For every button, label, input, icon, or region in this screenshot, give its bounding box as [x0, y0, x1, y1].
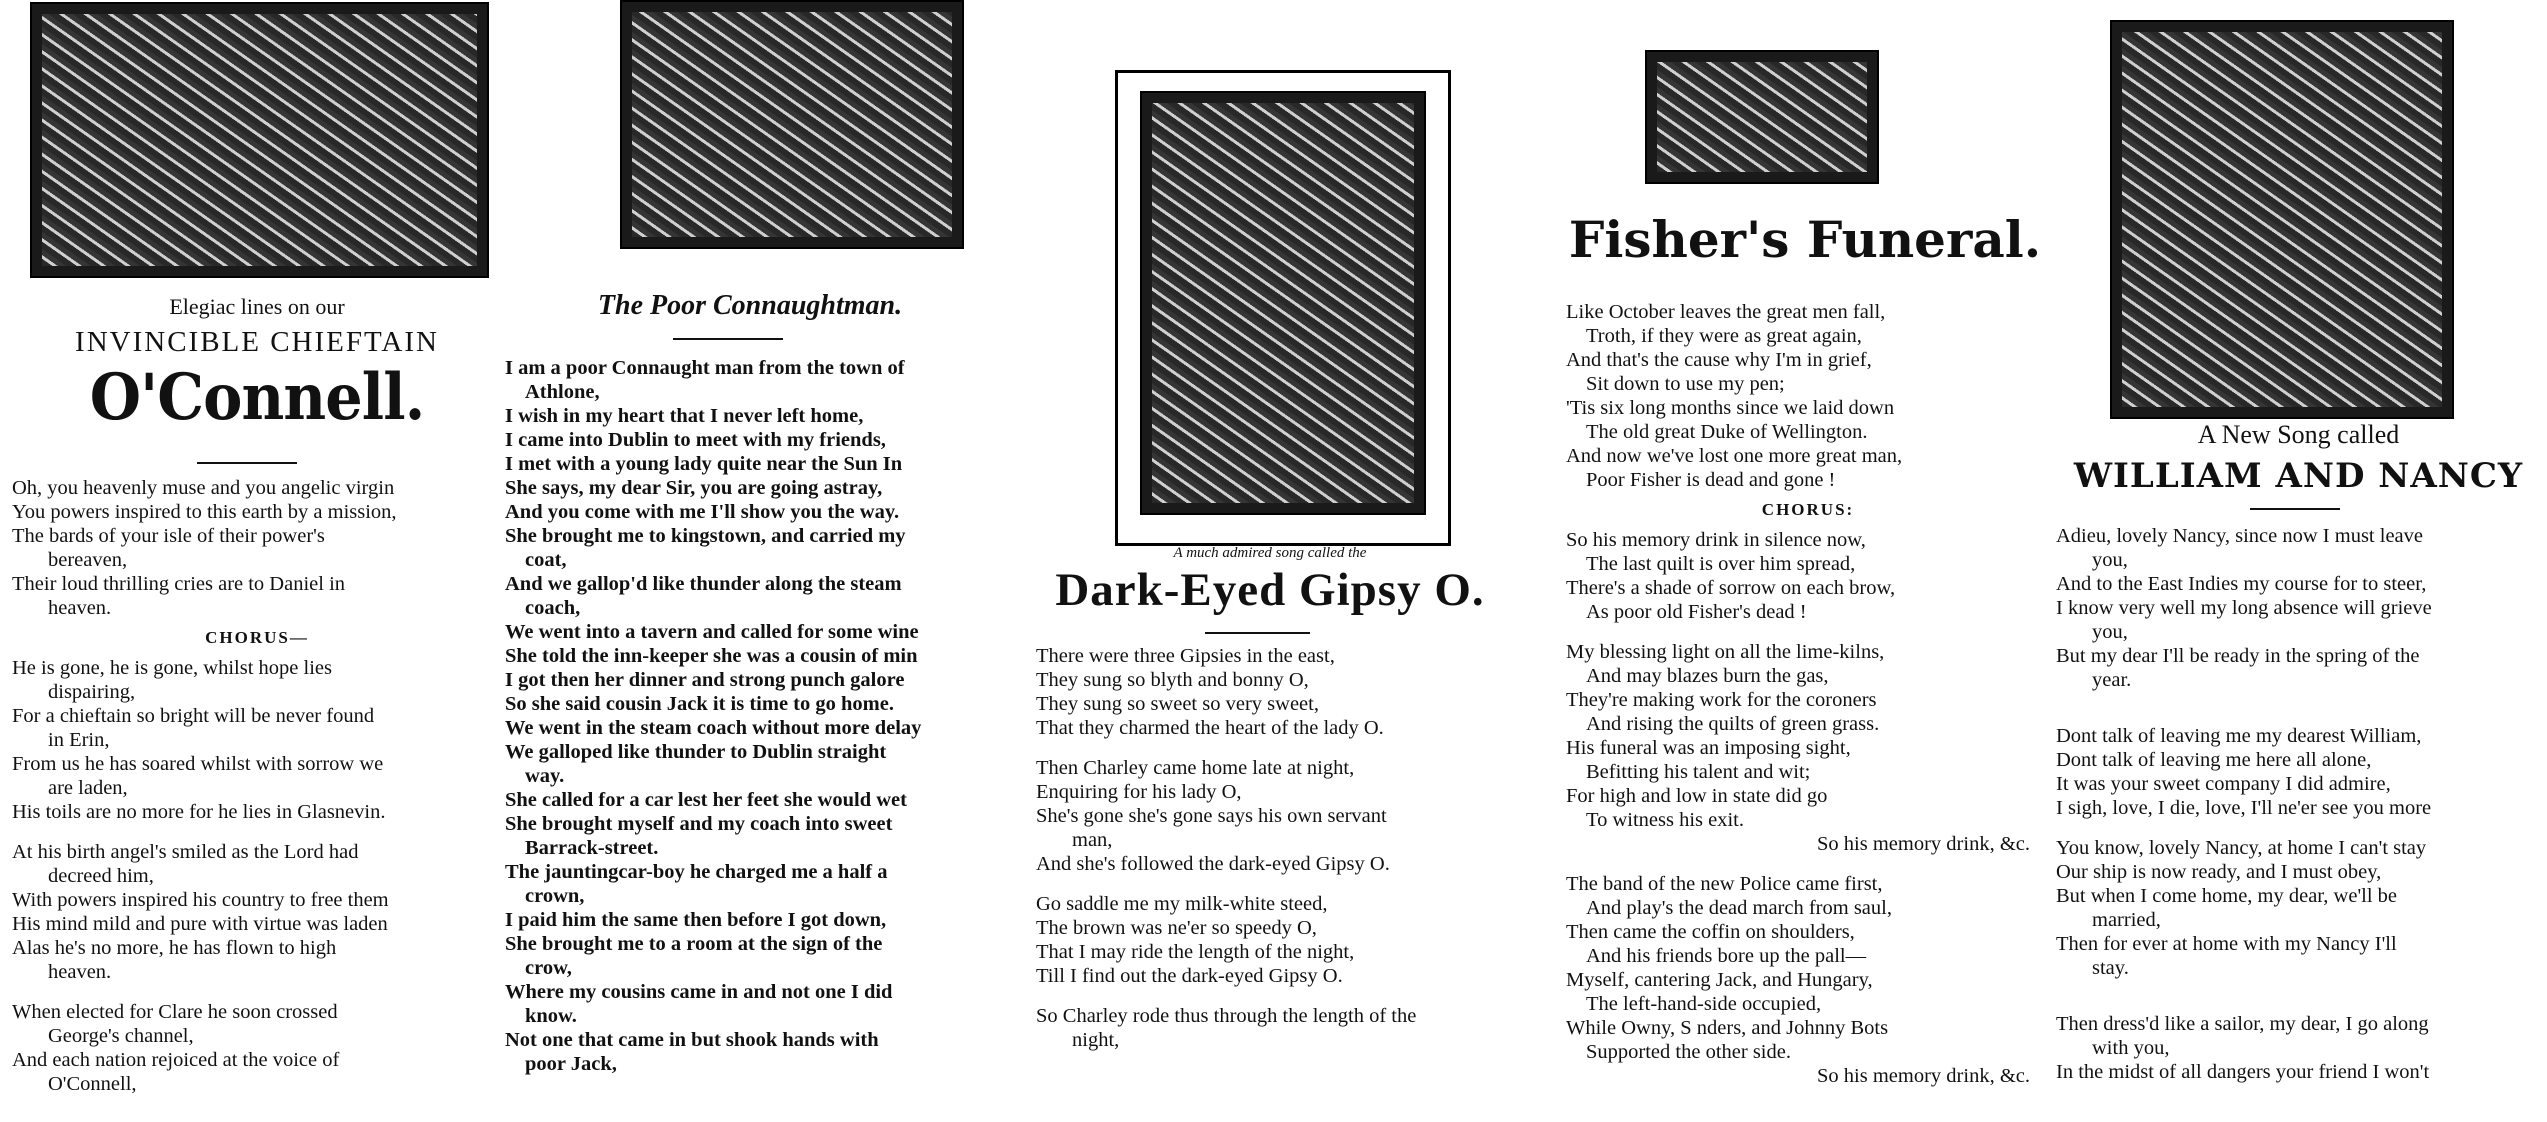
verse-line: decreed him,: [48, 865, 154, 887]
verse-block: [2056, 524, 2547, 1084]
title-rule: [2250, 508, 2340, 510]
verse-line: The last quilt is over him spread,: [1586, 553, 1856, 575]
verse-line: you,: [2092, 621, 2128, 643]
verse-line: And his friends bore up the pall—: [1586, 945, 1867, 967]
verse-line: Then dress'd like a sailor, my dear, I go along: [2056, 1013, 2429, 1035]
ballad-title: The Poor Connaughtman.: [597, 290, 903, 321]
ballad-column-connaughtman: [505, 0, 995, 1122]
verse-line: The old great Duke of Wellington.: [1586, 421, 1868, 443]
verse-line: Alas he's no more, he has flown to high: [12, 937, 337, 959]
verse-line: dispairing,: [48, 681, 136, 703]
verse-line: man,: [1072, 829, 1113, 851]
verse-line: way.: [525, 765, 565, 787]
title-rule: [673, 338, 783, 340]
verse-line: with you,: [2092, 1037, 2170, 1059]
verse-block: [505, 356, 995, 1076]
verse-line: That I may ride the length of the night,: [1036, 941, 1355, 963]
woodcut-landscape-image: [30, 2, 489, 278]
header-small: Elegiac lines on our: [169, 294, 345, 319]
verse-line: heaven.: [48, 597, 112, 619]
verse-line: And we gallop'd like thunder along the steam: [505, 573, 902, 595]
verse-line: heaven.: [48, 961, 112, 983]
verse-line: 'Tis six long months since we laid down: [1566, 397, 1895, 419]
stanza-gap: [1036, 876, 1510, 892]
verse-block: [1566, 300, 2050, 1088]
verse-line: Then for ever at home with my Nancy I'll: [2056, 933, 2397, 955]
verse-line: So she said cousin Jack it is time to go home.: [505, 693, 894, 715]
verse-line: From us he has soared whilst with sorrow we: [12, 753, 384, 775]
verse-line: They sung so sweet so very sweet,: [1036, 693, 1319, 715]
verse-line: Troth, if they were as great again,: [1586, 325, 1862, 347]
verse-line: His funeral was an imposing sight,: [1566, 737, 1851, 759]
verse-line: in Erin,: [48, 729, 110, 751]
verse-line: But my dear I'll be ready in the spring of the: [2056, 645, 2420, 667]
ballad-title: Dark-Eyed Gipsy O.: [1055, 564, 1485, 616]
verse-line: Like October leaves the great men fall,: [1566, 301, 1886, 323]
caption: A much admired song called the: [1173, 545, 1367, 561]
verse-line: They're making work for the coroners: [1566, 689, 1877, 711]
verse-line: His toils are no more for he lies in Glasnevin.: [12, 801, 386, 823]
verse-line: Till I find out the dark-eyed Gipsy O.: [1036, 965, 1343, 987]
verse-line: Sit down to use my pen;: [1586, 373, 1785, 395]
header-small: A New Song called: [2197, 420, 2400, 449]
verse-line: For high and low in state did go: [1566, 785, 1828, 807]
verse-line: While Owny, S nders, and Johnny Bots: [1566, 1017, 1889, 1039]
verse-line: So Charley rode thus through the length of the: [1036, 1005, 1417, 1027]
verse-line: Then came the coffin on shoulders,: [1566, 921, 1855, 943]
verse-line: She brought me to kingstown, and carried my: [505, 525, 906, 547]
verse-line: Barrack-street.: [525, 837, 659, 859]
verse-line: George's channel,: [48, 1025, 194, 1047]
verse-line: She called for a car lest her feet she would wet: [505, 789, 907, 811]
verse-line: you,: [2092, 549, 2128, 571]
verse-line: And each nation rejoiced at the voice of: [12, 1049, 340, 1071]
verse-line: But when I come home, my dear, we'll be: [2056, 885, 2398, 907]
verse-line: Then Charley came home late at night,: [1036, 757, 1355, 779]
stanza-gap: [1036, 988, 1510, 1004]
stanza-gap: [12, 824, 502, 840]
header-mid: INVINCIBLE CHIEFTAIN: [75, 326, 439, 358]
verse-line: As poor old Fisher's dead !: [1586, 601, 1807, 623]
verse-line: I came into Dublin to meet with my friends,: [505, 429, 886, 451]
ballad-title: O'Connell.: [89, 360, 425, 435]
ballad-column-fisher: [1560, 0, 2050, 1122]
chorus-label: CHORUS—: [205, 628, 309, 647]
verse-line: And rising the quilts of green grass.: [1586, 713, 1880, 735]
verse-line: Athlone,: [525, 381, 600, 403]
verse-line: Poor Fisher is dead and gone !: [1586, 469, 1836, 491]
verse-line: So his memory drink in silence now,: [1566, 529, 1866, 551]
verse-line: Dont talk of leaving me here all alone,: [2056, 749, 2372, 771]
verse-line: And that's the cause why I'm in grief,: [1566, 349, 1872, 371]
title-rule: [1205, 632, 1310, 634]
verse-line: I know very well my long absence will grieve: [2056, 597, 2432, 619]
verse-line: We went in the steam coach without more delay: [505, 717, 922, 739]
stanza-gap: [2056, 996, 2547, 1012]
verse-line: She brought me to a room at the sign of the: [505, 933, 883, 955]
verse-line: stay.: [2092, 957, 2129, 979]
chorus-label: CHORUS:: [1761, 500, 1855, 519]
verse-line: And to the East Indies my course for to steer,: [2056, 573, 2427, 595]
verse-line: O'Connell,: [48, 1073, 137, 1095]
verse-line: Go saddle me my milk-white steed,: [1036, 893, 1328, 915]
verse-line: There's a shade of sorrow on each brow,: [1566, 577, 1896, 599]
verse-line: And play's the dead march from saul,: [1586, 897, 1892, 919]
verse-line: It was your sweet company I did admire,: [2056, 773, 2391, 795]
verse-line: There were three Gipsies in the east,: [1036, 645, 1335, 667]
verse-line: are laden,: [48, 777, 128, 799]
verse-line: year.: [2092, 669, 2132, 691]
verse-line: The jauntingcar-boy he charged me a half a: [505, 861, 888, 883]
verse-line: And she's followed the dark-eyed Gipsy O.: [1036, 853, 1390, 875]
verse-line: Oh, you heavenly muse and you angelic virgin: [12, 477, 395, 499]
verse-line: He is gone, he is gone, whilst hope lies: [12, 657, 332, 679]
verse-line: crow,: [525, 957, 572, 979]
stanza-gap: [1566, 856, 2050, 872]
verse-line: poor Jack,: [525, 1053, 617, 1075]
verse-line: You powers inspired to this earth by a mission,: [12, 501, 397, 523]
verse-line: The bards of your isle of their power's: [12, 525, 325, 547]
verse-line: I am a poor Connaught man from the town of: [505, 357, 905, 379]
verse-block: [12, 476, 502, 1096]
verse-line: Their loud thrilling cries are to Daniel in: [12, 573, 346, 595]
verse-line: And now we've lost one more great man,: [1566, 445, 1903, 467]
verse-line: coach,: [525, 597, 581, 619]
ballad-column-oconnell: [12, 0, 502, 1122]
verse-line: Myself, cantering Jack, and Hungary,: [1566, 969, 1873, 991]
ballad-title: Fisher's Funeral.: [1568, 210, 2042, 269]
verse-line: Enquiring for his lady O,: [1036, 781, 1242, 803]
verse-line: That they charmed the heart of the lady O.: [1036, 717, 1384, 739]
verse-line: She told the inn-keeper she was a cousin of min: [505, 645, 918, 667]
refrain-line: So his memory drink, &c.: [1817, 1065, 2030, 1087]
verse-line: The brown was ne'er so speedy O,: [1036, 917, 1317, 939]
verse-block: [1036, 644, 1510, 1052]
stanza-gap: [2056, 708, 2547, 724]
verse-line: night,: [1072, 1029, 1120, 1051]
stanza-gap: [2056, 692, 2547, 708]
verse-line: With powers inspired his country to free them: [12, 889, 389, 911]
verse-line: Befitting his talent and wit;: [1586, 761, 1811, 783]
verse-line: I got then her dinner and strong punch galore: [505, 669, 905, 691]
verse-line: know.: [525, 1005, 577, 1027]
verse-line: Dont talk of leaving me my dearest William,: [2056, 725, 2422, 747]
verse-line: crown,: [525, 885, 585, 907]
verse-line: And may blazes burn the gas,: [1586, 665, 1829, 687]
verse-line: You know, lovely Nancy, at home I can't stay: [2056, 837, 2427, 859]
verse-line: bereaven,: [48, 549, 128, 571]
verse-line: His mind mild and pure with virtue was laden: [12, 913, 388, 935]
stanza-gap: [1566, 624, 2050, 640]
refrain-line: So his memory drink, &c.: [1817, 833, 2030, 855]
woodcut-man-wheelbarrow-image: [1140, 91, 1426, 515]
verse-line: Not one that came in but shook hands with: [505, 1029, 879, 1051]
verse-line: I paid him the same then before I got down,: [505, 909, 887, 931]
verse-line: My blessing light on all the lime-kilns,: [1566, 641, 1885, 663]
stanza-gap: [2056, 820, 2547, 836]
verse-line: Our ship is now ready, and I must obey,: [2056, 861, 2382, 883]
ballad-column-william-nancy: [2050, 0, 2547, 1122]
verse-line: When elected for Clare he soon crossed: [12, 1001, 338, 1023]
verse-line: She says, my dear Sir, you are going astray,: [505, 477, 883, 499]
woodcut-ship-image: [2110, 20, 2454, 419]
verse-line: Where my cousins came in and not one I did: [505, 981, 893, 1003]
verse-line: married,: [2092, 909, 2161, 931]
verse-line: Adieu, lovely Nancy, since now I must leave: [2056, 525, 2423, 547]
verse-line: In the midst of all dangers your friend I won't: [2056, 1061, 2430, 1083]
verse-line: She brought myself and my coach into sweet: [505, 813, 893, 835]
verse-line: She's gone she's gone says his own servant: [1036, 805, 1387, 827]
verse-line: I met with a young lady quite near the Sun In: [505, 453, 903, 475]
verse-line: For a chieftain so bright will be never found: [12, 705, 375, 727]
verse-line: I sigh, love, I die, love, I'll ne'er see you more: [2056, 797, 2432, 819]
verse-line: We galloped like thunder to Dublin straight: [505, 741, 887, 763]
woodcut-coffin-image: [1645, 50, 1879, 184]
verse-line: We went into a tavern and called for some wine: [505, 621, 919, 643]
stanza-gap: [2056, 980, 2547, 996]
verse-line: They sung so blyth and bonny O,: [1036, 669, 1309, 691]
verse-line: The band of the new Police came first,: [1566, 873, 1883, 895]
verse-line: I wish in my heart that I never left home,: [505, 405, 864, 427]
verse-line: To witness his exit.: [1586, 809, 1745, 831]
stanza-gap: [12, 984, 502, 1000]
verse-line: The left-hand-side occupied,: [1586, 993, 1822, 1015]
verse-line: At his birth angel's smiled as the Lord had: [12, 841, 359, 863]
ballad-column-gipsy: [1030, 0, 1510, 1122]
ballad-title: WILLIAM AND NANCY: [2073, 456, 2524, 496]
woodcut-coach-image: [620, 0, 964, 249]
stanza-gap: [1036, 740, 1510, 756]
verse-line: And you come with me I'll show you the way.: [505, 501, 900, 523]
verse-line: Supported the other side.: [1586, 1041, 1791, 1063]
verse-line: coat,: [525, 549, 567, 571]
woodcut-frame: [1115, 70, 1451, 546]
title-rule: [197, 462, 297, 464]
